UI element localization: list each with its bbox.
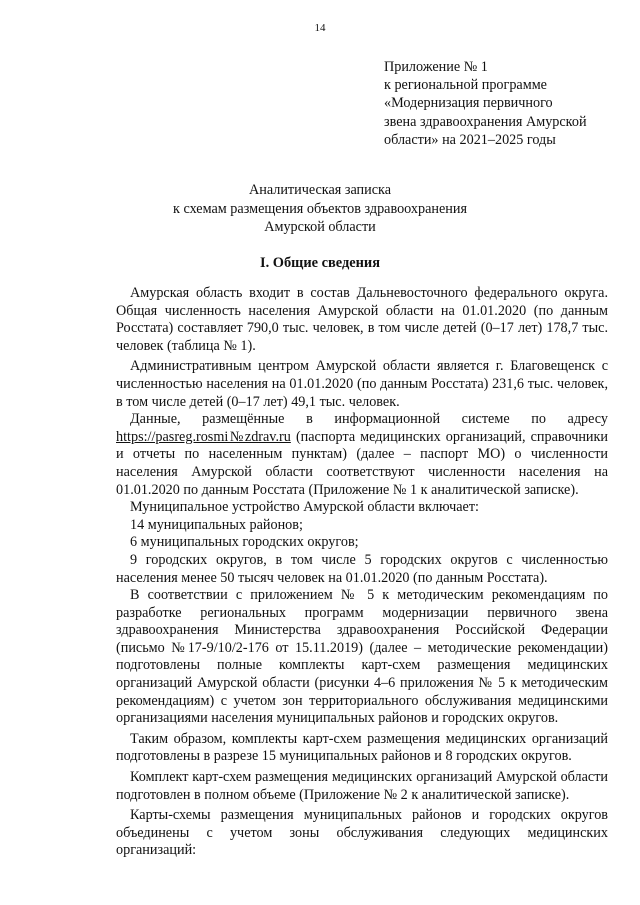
list-item: 14 муниципальных районов; [130,516,303,533]
paragraph: Амурская область входит в состав Дальневосточного федерального округа. Общая численность населения Амурской области на 01.01.2020 (по данным Росстата) составляет 790,0 тыс. человек, в том числе детей (0–17 лет) 178,7 тыс. человек (таблица № 1). [116,285,608,354]
list-item: 6 муниципальных городских округов; [130,534,359,551]
paragraph-text: Данные, размещённые в информационной системе по адресу [130,411,608,428]
appendix-line: к региональной программе [384,77,547,94]
paragraph: Комплект карт-схем размещения медицинских организаций Амурской области подготовлен в полном объеме (Приложение № 2 к аналитической записке). [116,769,608,803]
paragraph: Муниципальное устройство Амурской области включает: [130,499,479,516]
appendix-header [384,58,624,149]
section-heading: I. Общие сведения [259,255,380,271]
appendix-line: звена здравоохранения Амурской [384,113,587,130]
appendix-line: Приложение № 1 [384,59,488,75]
pasreg-link[interactable]: https://pasreg.rosmi№zdrav.ru [116,428,291,445]
title-line: Амурской области [264,219,376,236]
paragraph: Карты-схемы размещения муниципальных районов и городских округов объединены с учетом зоны обслуживания следующих медицинских организаций: [116,807,608,859]
paragraph-text: (паспорта медицинских организаций, справочники и отчеты по населенным пунктам) (далее – паспорт МО) о численности населения Амурской области соответствуют численности населения на 01.01.2020 по данным Росстата (Приложение № 1 к аналитической записке). [116,428,609,498]
paragraph: В соответствии с приложением № 5 к методическим рекомендациям по разработке региональных программ модернизации первичного звена здравоохранения Министерства здравоохранения Российской Федерации (письмо №17-9/10/2-176 от 15.11.2019) (далее – методические рекомендации) подготовлены полные комплекты карт-схем размещения медицинских организаций Амурской области (рисунки 4–6 приложения № 5 к методическим рекомендациям) с учетом зон территориального обслуживания медицинскими организациями населения муниципальных районов и городских округов. [116,587,608,727]
page-number: 14 [314,22,326,34]
appendix-line: «Модернизация первичного [384,95,553,112]
list-item: 9 городских округов, в том числе 5 городских округов с численностью населения менее 50 тысяч человек на 01.01.2020 (по данным Росстата). [116,551,608,586]
body-text [116,285,608,860]
document-title [80,181,560,237]
paragraph: Таким образом, комплекты карт-схем размещения медицинских организаций подготовлены в разрезе 15 муниципальных районов и 8 городских округов. [116,730,608,765]
title-line: Аналитическая записка [248,182,392,198]
paragraph: Административным центром Амурской области является г. Благовещенск с численностью населения на 01.01.2020 (по данным Росстата) 231,6 тыс. человек, в том числе детей (0–17 лет) 49,1 тыс. человек. [116,358,608,410]
paragraph [116,411,608,499]
appendix-line: области» на 2021–2025 годы [384,131,556,148]
title-line: к схемам размещения объектов здравоохранения [173,200,467,217]
